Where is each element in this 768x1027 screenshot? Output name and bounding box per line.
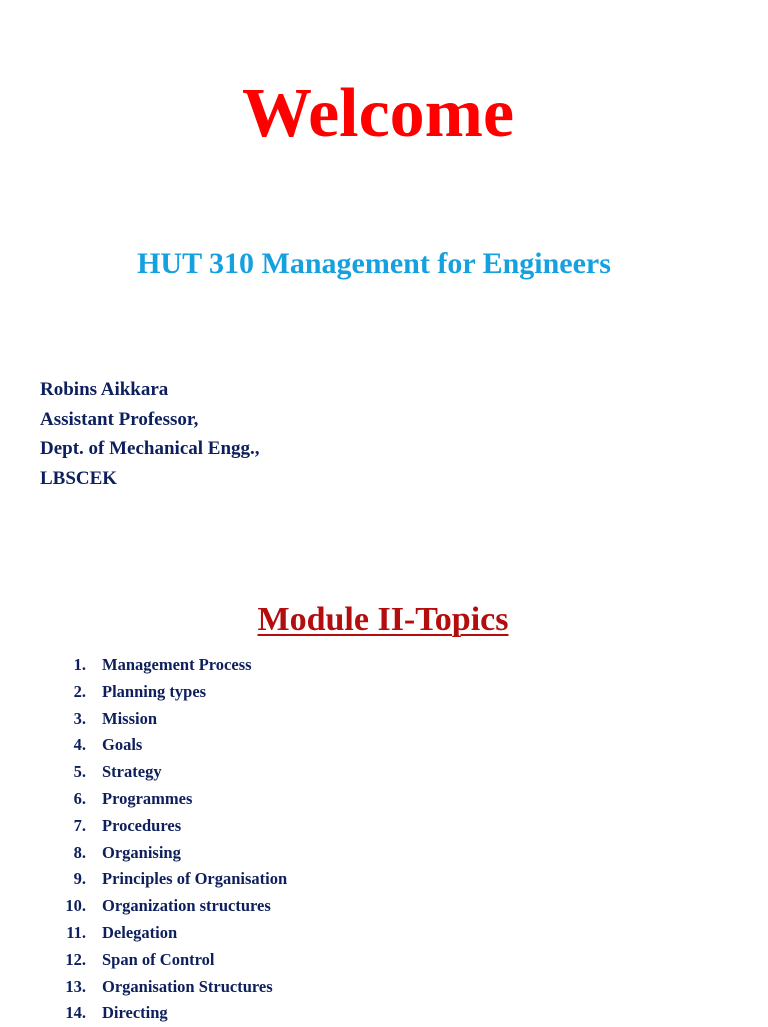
topic-number: 2. bbox=[73, 681, 86, 701]
topic-number: 8. bbox=[73, 842, 86, 862]
topic-label: Span of Control bbox=[102, 949, 215, 969]
module-heading: Module II-Topics bbox=[257, 601, 509, 638]
author-designation: Assistant Professor, bbox=[40, 408, 199, 430]
topic-number: 4. bbox=[73, 735, 86, 755]
topic-number: 5. bbox=[73, 762, 86, 782]
course-title: HUT 310 Management for Engineers bbox=[137, 247, 611, 280]
topic-number: 10. bbox=[65, 896, 86, 916]
topic-number: 7. bbox=[73, 815, 86, 835]
topic-label: Organising bbox=[102, 842, 181, 862]
author-block bbox=[40, 375, 260, 493]
topic-label: Goals bbox=[102, 735, 143, 755]
topic-number: 9. bbox=[73, 869, 86, 889]
topic-label: Strategy bbox=[102, 762, 162, 782]
topic-label: Mission bbox=[102, 708, 158, 728]
welcome-title: Welcome bbox=[241, 75, 515, 152]
topic-number: 1. bbox=[73, 655, 86, 674]
topic-label: Directing bbox=[102, 1003, 168, 1023]
topic-label: Delegation bbox=[102, 922, 178, 942]
topic-label: Procedures bbox=[102, 815, 182, 835]
topic-label: Management Process bbox=[102, 655, 252, 674]
topic-number: 6. bbox=[73, 788, 86, 808]
topic-number: 13. bbox=[65, 976, 86, 996]
topic-number: 14. bbox=[65, 1003, 86, 1023]
author-department: Dept. of Mechanical Engg., bbox=[40, 438, 260, 459]
topic-label: Planning types bbox=[102, 681, 207, 701]
topic-label: Organisation Structures bbox=[102, 976, 273, 996]
topic-label: Principles of Organisation bbox=[102, 869, 288, 889]
topic-number: 11. bbox=[66, 922, 86, 942]
author-name: Robins Aikkara bbox=[40, 379, 169, 400]
topic-number: 12. bbox=[65, 949, 86, 969]
topic-number: 3. bbox=[73, 708, 86, 728]
topic-label: Organization structures bbox=[102, 896, 271, 916]
topic-label: Programmes bbox=[102, 788, 193, 808]
author-institution: LBSCEK bbox=[40, 467, 118, 489]
